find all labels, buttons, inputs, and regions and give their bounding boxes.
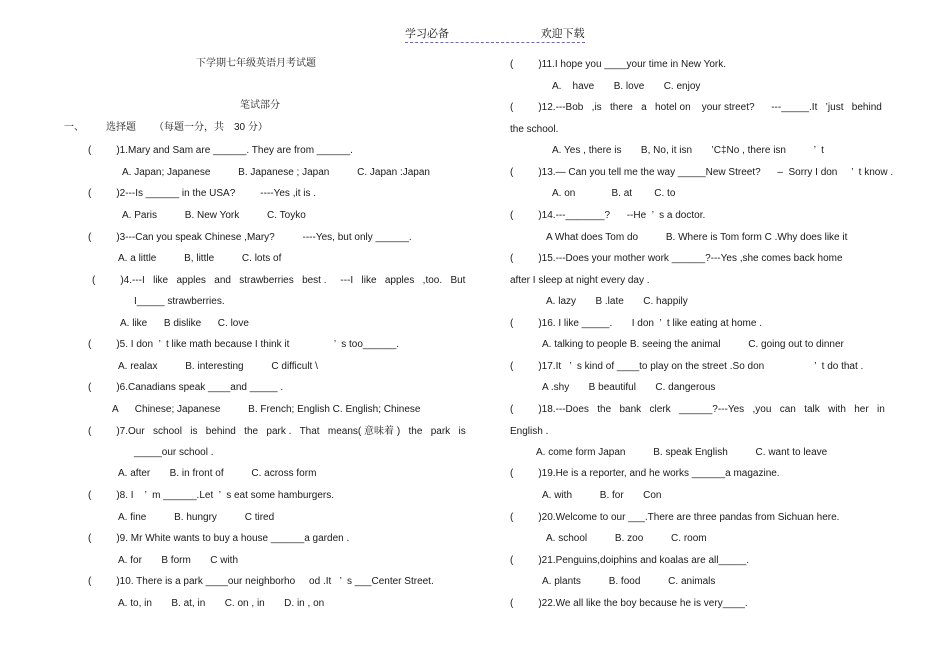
question-continuation: _____our school . [134,447,214,458]
option-line: A. for B form C with [118,555,239,566]
option-line: A. realax B. interesting C difficult \ [118,361,318,372]
section-name: 选择题 [106,122,136,133]
question-line: ( )21.Penguins,doiphins and koalas are all_____. [510,555,750,566]
option-line: A. with B. for Con [542,490,662,501]
question-line: ( )15.---Does your mother work ______?---Yes ,she comes back home [510,253,843,264]
question-line: ( )14.---_______? --He ’ s a doctor. [510,210,706,221]
question-line: ( )9. Mr White wants to buy a house ______a garden . [88,533,350,544]
question-line: ( )16. I like _____. I don ’ t like eating at home . [510,318,762,329]
question-line: ( )11.I hope you ____your time in New York. [510,59,727,70]
question-line: ( )1.Mary and Sam are ______. They are from ______. [88,145,353,156]
exam-title: 下学期七年级英语月考试题 [196,58,316,69]
option-line: A. fine B. hungry C tired [118,512,275,523]
exam-subtitle: 笔试部分 [240,100,280,111]
option-line: A. like B dislike C. love [120,318,249,329]
question-line: ( )8. I ’ m ______.Let ’ s eat some hamburgers. [88,490,335,501]
option-line: A. school B. zoo C. room [546,533,707,544]
option-line: A Chinese; Japanese B. French; English C. English; Chinese [112,404,421,415]
option-line: A. Yes , there is B, No, it isn ’C‡No , there isn ’ t [552,145,824,156]
header-left: 学习必备 [405,28,449,40]
option-line: A. plants B. food C. animals [542,576,716,587]
option-line: A What does Tom do B. Where is Tom form C .Why does like it [546,232,848,243]
section-note: （每题一分，共 30 分） [154,122,268,133]
question-line: ( )5. I don ’ t like math because I think it ’ s too______. [88,339,400,350]
section-number: 一、 [64,122,84,133]
question-continuation: the school. [510,124,559,135]
question-continuation: I_____ strawberries. [134,296,225,307]
option-line: A. talking to people B. seeing the animal C. going out to dinner [542,339,844,350]
question-line: ( )3---Can you speak Chinese ,Mary? ----Yes, but only ______. [88,232,412,243]
option-line: A. a little B, little C. lots of [118,253,282,264]
question-line: ( )13.— Can you tell me the way _____New Street? – Sorry I don ’ t know . [510,167,894,178]
option-line: A. lazy B .late C. happily [546,296,688,307]
option-line: A. on B. at C. to [552,188,676,199]
question-line: ( )10. There is a park ____our neighborho od .It ’ s ___Center Street. [88,576,434,587]
question-line: ( )22.We all like the boy because he is very____. [510,598,748,609]
header-right: 欢迎下载 [540,28,585,40]
question-line: ( )2---Is ______ in the USA? ----Yes ,it is . [88,188,317,199]
question-line: ( )20.Welcome to our ___.There are three pandas from Sichuan here. [510,512,840,523]
option-line: A. Paris B. New York C. Toyko [122,210,306,221]
option-line: A. to, in B. at, in C. on , in D. in , on [118,598,325,609]
option-line: A .shy B beautiful C. dangerous [542,382,716,393]
option-line: A. come form Japan B. speak English C. want to leave [536,447,828,458]
option-line: A. after B. in front of C. across form [118,468,317,479]
page-header [405,25,585,43]
option-line: A. Japan; Japanese B. Japanese ; Japan C. Japan :Japan [122,167,430,178]
question-line: ( )7.Our school is behind the park . That means( 意味着 ) the park is [88,426,466,437]
question-line: ( )4.---I like apples and strawberries best . ---I like apples ,too. But [92,275,466,286]
question-line: ( )17.It ’ s kind of ____to play on the street .So don ’ t do that . [510,361,864,372]
question-line: ( )12.---Bob ,is there a hotel on your street? ---_____.It ’just behind [510,102,882,113]
option-line: A. have B. love C. enjoy [552,81,701,92]
question-line: ( )6.Canadians speak ____and _____ . [88,382,284,393]
question-continuation: English . [510,426,549,437]
question-continuation: after I sleep at night every day . [510,275,650,286]
question-line: ( )19.He is a reporter, and he works ______a magazine. [510,468,780,479]
question-line: ( )18.---Does the bank clerk ______?---Yes ,you can talk with her in [510,404,885,415]
